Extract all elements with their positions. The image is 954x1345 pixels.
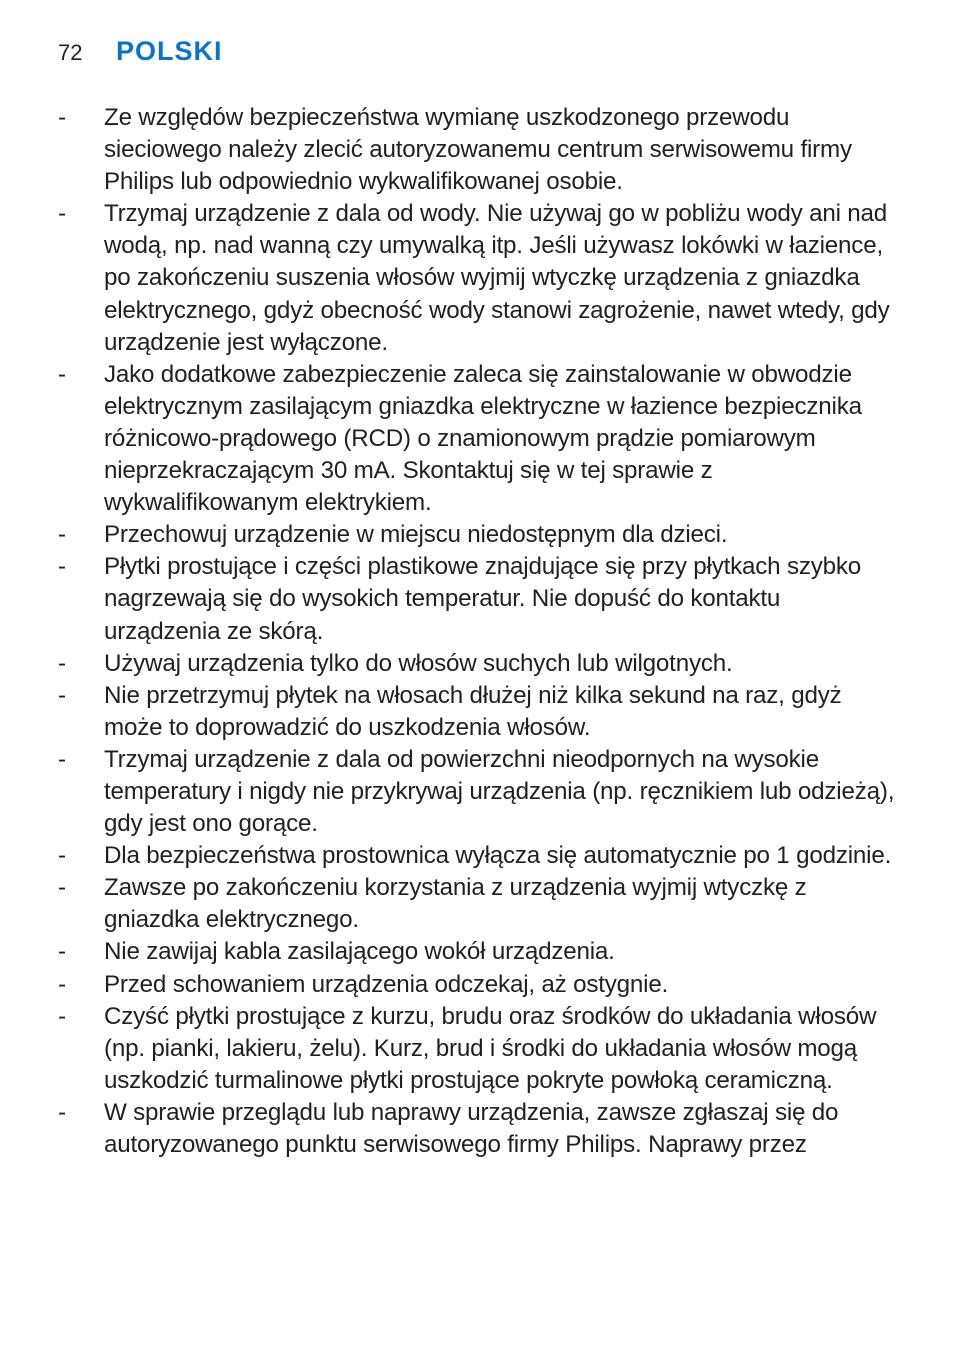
list-item-text: Nie przetrzymuj płytek na włosach dłużej niż kilka sekund na raz, gdyż może to doprowadzić do uszkodzenia włosów. xyxy=(104,681,842,741)
bullet-dash: - xyxy=(58,745,66,773)
list-item xyxy=(58,969,898,1001)
bullet-dash: - xyxy=(58,360,66,388)
page-number: 72 xyxy=(58,40,83,65)
bullet-dash: - xyxy=(58,200,66,228)
list-item xyxy=(58,102,898,198)
bullet-dash: - xyxy=(58,970,66,998)
bullet-dash: - xyxy=(58,681,66,709)
list-item xyxy=(58,680,898,744)
list-item xyxy=(58,840,898,872)
list-item-text: Używaj urządzenia tylko do włosów suchych lub wilgotnych. xyxy=(104,649,733,677)
bullet-dash: - xyxy=(58,874,66,902)
bullet-dash: - xyxy=(58,553,66,581)
list-item-text: Przechowuj urządzenie w miejscu niedostępnym dla dzieci. xyxy=(104,521,728,549)
list-item-text: Nie zawijaj kabla zasilającego wokół urządzenia. xyxy=(104,938,615,966)
list-item-text: Przed schowaniem urządzenia odczekaj, aż ostygnie. xyxy=(104,970,669,998)
section-title: POLSKI xyxy=(116,36,223,66)
page-header xyxy=(58,36,223,72)
bullet-dash: - xyxy=(58,938,66,966)
bullet-dash: - xyxy=(58,649,66,677)
list-item-text: Czyść płytki prostujące z kurzu, brudu oraz środków do układania włosów (np. pianki, lakieru, żelu). Kurz, brud i środki do układania włosów mogą uszkodzić turmalinowe płytki prostujące pokryte powłoką ceramiczną. xyxy=(104,1002,877,1094)
list-item xyxy=(58,648,898,680)
bullet-dash: - xyxy=(58,104,66,131)
list-item xyxy=(58,519,898,551)
list-item-text: Jako dodatkowe zabezpieczenie zaleca się zainstalowanie w obwodzie elektrycznym zasilającym gniazdka elektryczne w łazience bezpiecznika różnicowo-prądowego (RCD) o znamionowym prądzie pomiarowym nieprzekraczającym 30 mA. Skontaktuj się w tej sprawie z wykwalifikowanym elektrykiem. xyxy=(104,360,862,517)
list-item-text: Ze względów bezpieczeństwa wymianę uszkodzonego przewodu sieciowego należy zlecić autoryzowanemu centrum serwisowemu firmy Philips lub odpowiednio wykwalifikowanej osobie. xyxy=(104,104,852,196)
list-item-text: Dla bezpieczeństwa prostownica wyłącza się automatycznie po 1 godzinie. xyxy=(104,842,892,870)
safety-instructions-list xyxy=(58,102,898,1161)
list-item xyxy=(58,551,898,647)
bullet-dash: - xyxy=(58,1002,66,1030)
list-item xyxy=(58,1001,898,1097)
list-item-text: Zawsze po zakończeniu korzystania z urządzenia wyjmij wtyczkę z gniazdka elektrycznego. xyxy=(104,874,807,934)
list-item-text: W sprawie przeglądu lub naprawy urządzenia, zawsze zgłaszaj się do autoryzowanego punktu serwisowego firmy Philips. Naprawy przez xyxy=(104,1098,839,1158)
list-item-text: Trzymaj urządzenie z dala od powierzchni nieodpornych na wysokie temperatury i nigdy nie przykrywaj urządzenia (np. ręcznikiem lub odzieżą), gdy jest ono gorące. xyxy=(104,745,895,838)
list-item xyxy=(58,1097,898,1161)
bullet-dash: - xyxy=(58,521,66,549)
list-item-text: Płytki prostujące i części plastikowe znajdujące się przy płytkach szybko nagrzewają się do wysokich temperatur. Nie dopuść do kontaktu urządzenia ze skórą. xyxy=(104,553,862,645)
list-item xyxy=(58,872,898,936)
bullet-dash: - xyxy=(58,842,66,870)
list-item xyxy=(58,359,898,519)
bullet-dash: - xyxy=(58,1098,66,1126)
list-item xyxy=(58,744,898,840)
list-item xyxy=(58,198,898,358)
list-item-text: Trzymaj urządzenie z dala od wody. Nie używaj go w pobliżu wody ani nad wodą, np. nad wanną czy umywalką itp. Jeśli używasz lokówki w łazience, po zakończeniu suszenia włosów wyjmij wtyczkę urządzenia z gniazdka elektrycznego, gdyż obecność wody stanowi zagrożenie, nawet wtedy, gdy urządzenie jest wyłączone. xyxy=(104,200,890,356)
list-item xyxy=(58,936,898,968)
